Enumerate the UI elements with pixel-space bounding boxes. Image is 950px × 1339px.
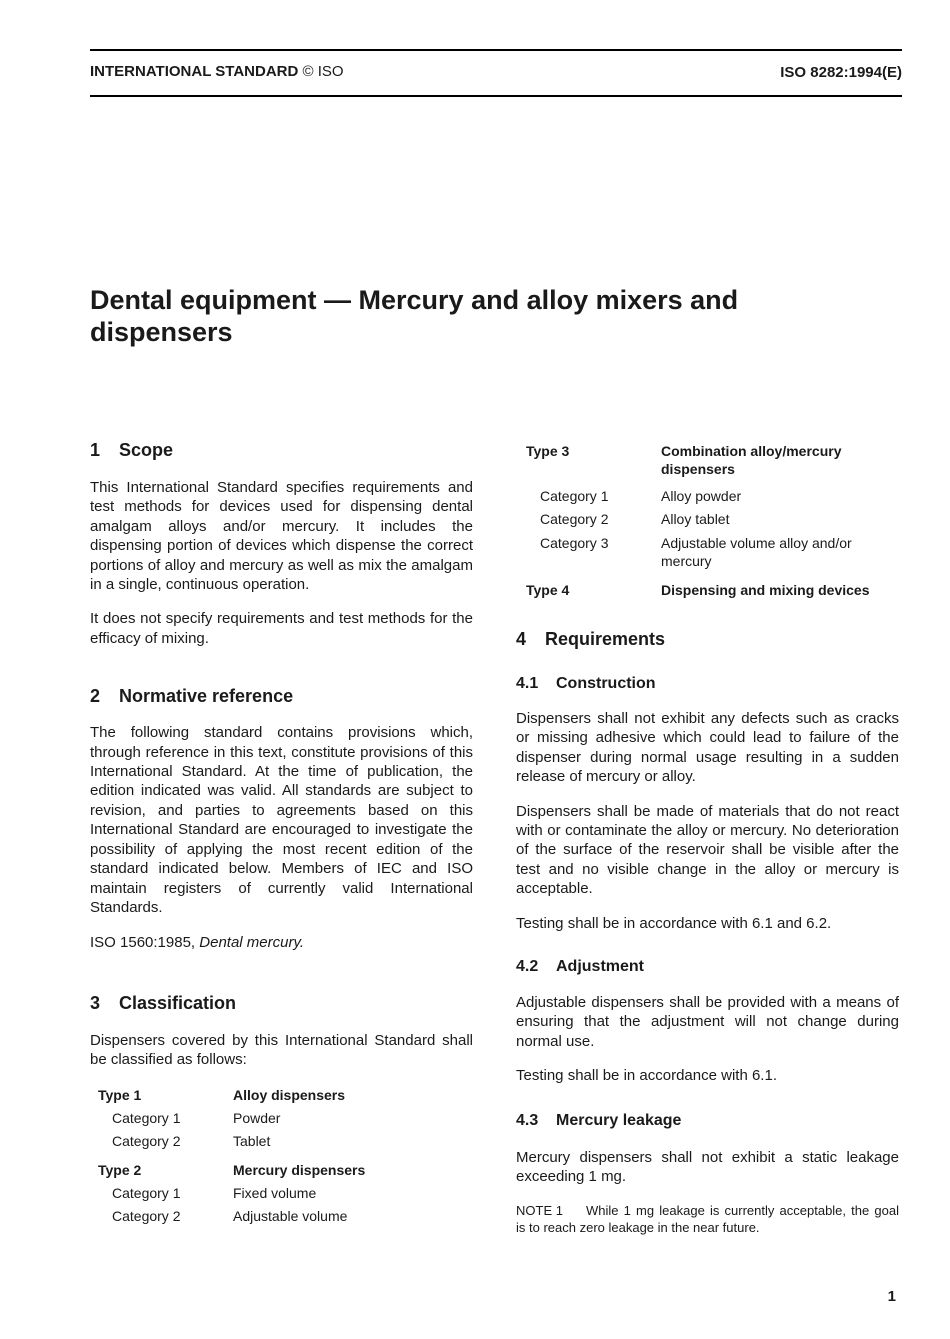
normative-paragraph: The following standard contains provisions which, through reference in this text, constitute provisions of this International Standard. At the time of publication, the edition indicated was valid. All standards are subject to revision, and parties to agreements based on this International Standard are encouraged to investigate the possibility of applying the most recent edition of the standard indicated below. Members of IEC and ISO maintain registers of currently valid International Standards. (90, 724, 473, 916)
subsection-heading-construction (516, 673, 899, 695)
subsection-number: 4.3 (516, 1111, 539, 1129)
classification-intro: Dispensers covered by this International Standard shall be classified as follows: (90, 1031, 473, 1069)
header-bottom-rule (90, 95, 902, 97)
subsection-heading-mercury-leakage (516, 1110, 899, 1132)
category-value: Fixed volume (233, 1184, 317, 1201)
classification-table-right (526, 442, 899, 602)
page-number: 1 (887, 1288, 896, 1305)
classification-type-row (526, 442, 899, 481)
category-label: Category 1 (540, 488, 609, 504)
classification-category-row (98, 1182, 473, 1205)
classification-category-row (98, 1130, 473, 1153)
normative-reference-item (90, 933, 473, 952)
subsection-number: 4.1 (516, 675, 539, 692)
classification-type-row (98, 1159, 473, 1182)
category-label: Category 3 (540, 535, 609, 551)
type-name: Mercury dispensers (233, 1161, 366, 1178)
category-label: Category 2 (540, 511, 609, 527)
note-text: While 1 mg leakage is currently acceptable, the goal is to reach zero leakage in the near future. (516, 1202, 899, 1235)
subsection-title: Construction (556, 675, 656, 692)
subsection-heading-adjustment (516, 956, 899, 978)
section-heading-scope (90, 438, 473, 462)
type-name: Alloy dispensers (233, 1086, 346, 1103)
category-value: Powder (233, 1109, 281, 1126)
subsection-title: Adjustment (556, 958, 644, 976)
scope-paragraph-2: It does not specify requirements and test methods for the efficacy of mixing. (90, 610, 473, 647)
section-title: Scope (119, 440, 174, 460)
category-label: Category 2 (112, 1207, 181, 1224)
section-title: Requirements (545, 629, 666, 649)
category-label: Category 1 (112, 1109, 181, 1126)
category-value: Adjustable volume alloy and/or mercury (661, 535, 852, 569)
leakage-paragraph: Mercury dispensers shall not exhibit a static leakage exceeding 1 mg. (516, 1148, 899, 1186)
type-label: Type 4 (526, 582, 570, 598)
header-top-rule (90, 49, 902, 51)
section-title: Normative reference (119, 686, 294, 707)
left-column (90, 438, 473, 1228)
classification-table-left (98, 1084, 473, 1228)
reference-title: Dental mercury. (199, 934, 305, 952)
reference-number: ISO 1560:1985, (90, 934, 196, 952)
section-heading-classification (90, 991, 473, 1015)
leakage-note (516, 1202, 899, 1237)
type-label: Type 2 (98, 1161, 142, 1178)
category-label: Category 2 (112, 1132, 181, 1149)
section-number: 1 (90, 440, 101, 460)
construction-paragraph-1: Dispensers shall not exhibit any defects such as cracks or missing adhesive which could lead to failure of the dispenser during normal usage resulting in a sudden release of mercury or alloy. (516, 710, 899, 786)
header-standard-label (90, 63, 344, 80)
category-value: Adjustable volume (233, 1207, 348, 1224)
note-label: NOTE 1 (516, 1202, 563, 1218)
construction-paragraph-3: Testing shall be in accordance with 6.1 and 6.2. (516, 914, 832, 932)
header-standard-type: INTERNATIONAL STANDARD (90, 63, 299, 80)
classification-category-row (526, 485, 899, 508)
scope-paragraph-1: This International Standard specifies requirements and test methods for devices used for dispensing dental amalgam alloys and/or mercury. It includes the dispensing portion of devices which dispense the correct portions of alloy and mercury as well as mix the amalgam in a single, continuous operation. (90, 479, 473, 594)
section-title: Classification (119, 992, 237, 1013)
classification-category-row (526, 508, 899, 531)
classification-category-row (98, 1205, 473, 1228)
header-document-number: ISO 8282:1994(E) (780, 64, 902, 81)
type-name: Combination alloy/mercury dispensers (661, 443, 842, 477)
classification-type-row (98, 1084, 473, 1107)
adjustment-paragraph-2: Testing shall be in accordance with 6.1. (516, 1067, 777, 1085)
type-label: Type 1 (98, 1086, 142, 1103)
type-name: Dispensing and mixing devices (661, 582, 870, 598)
document-title: Dental equipment — Mercury and alloy mixers and dispensers (90, 285, 739, 347)
classification-category-row (526, 531, 899, 573)
section-number: 3 (90, 992, 101, 1013)
section-heading-normative-reference (90, 684, 473, 708)
category-value: Alloy tablet (661, 511, 730, 527)
right-column (516, 442, 899, 1237)
classification-category-row (98, 1107, 473, 1130)
section-number: 4 (516, 629, 527, 649)
section-heading-requirements (516, 627, 899, 651)
adjustment-paragraph-1: Adjustable dispensers shall be provided with a means of ensuring that the adjustment will not change during normal use. (516, 994, 899, 1050)
category-label: Category 1 (112, 1184, 181, 1201)
classification-type-row (526, 579, 899, 602)
construction-paragraph-2: Dispensers shall be made of materials that do not react with or contaminate the alloy or mercury. No deterioration of the surface of the reservoir shall be visible after the test and no visible change in the alloy or mercury is acceptable. (516, 802, 899, 898)
category-value: Tablet (233, 1132, 271, 1149)
subsection-number: 4.2 (516, 958, 539, 976)
type-label: Type 3 (526, 443, 570, 459)
subsection-title: Mercury leakage (556, 1111, 682, 1129)
header-copyright: © ISO (298, 63, 344, 80)
category-value: Alloy powder (661, 488, 742, 504)
section-number: 2 (90, 686, 101, 707)
